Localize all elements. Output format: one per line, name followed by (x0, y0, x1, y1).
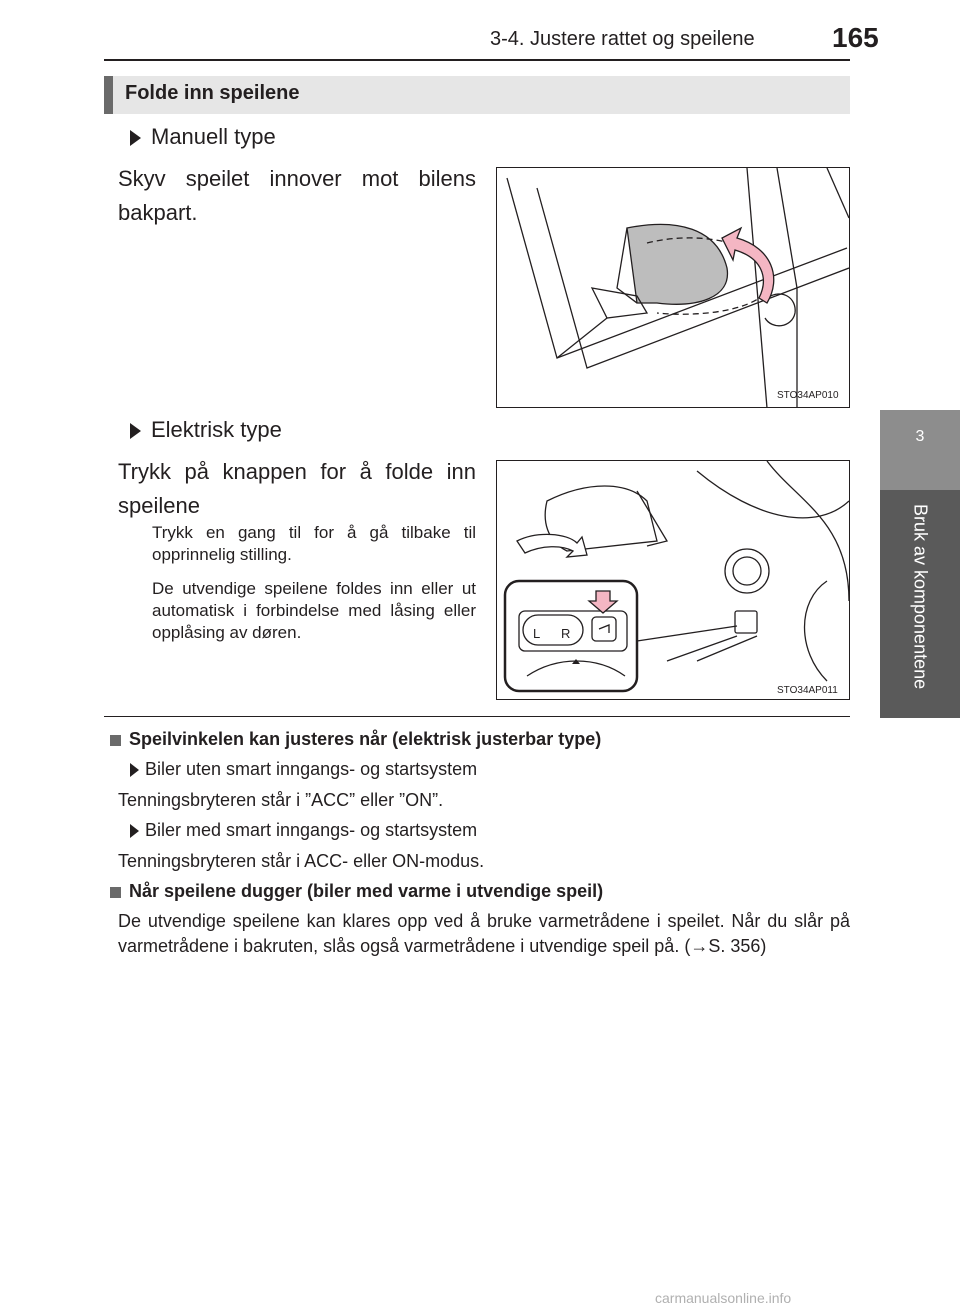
without-smart-item (130, 757, 477, 782)
angle-adjust-heading (110, 729, 850, 750)
triangle-bullet-icon (130, 130, 141, 146)
with-smart-label: Biler med smart inngangs- og startsystem (145, 820, 478, 840)
manual-type-subheading (130, 124, 276, 150)
figure-code-manual: STO34AP010 (777, 390, 839, 401)
folding-mirror-illustration (497, 168, 850, 408)
with-smart-item (130, 818, 477, 843)
chapter-number: 3 (915, 428, 925, 445)
mirror-switch-illustration (497, 461, 850, 700)
chapter-tab-number-block (880, 410, 960, 490)
header-rule (104, 59, 850, 61)
without-smart-label: Biler uten smart inngangs- og startsystem (145, 759, 478, 779)
switch-label-left: L (533, 626, 541, 641)
electric-mirror-figure (496, 460, 850, 700)
figure-code-electric: STO34AP011 (777, 685, 838, 696)
fog-text: De utvendige speilene kan klares opp ved å bruke varmetrådene i speilet. Når du slår på varmetrådene i bakruten, slås også varmetrådene i utvendige speil på. ( (118, 911, 850, 956)
triangle-bullet-icon (130, 423, 141, 439)
electric-instruction: Trykk på knappen for å folde inn speilene (118, 459, 476, 518)
page-number: 165 (832, 22, 879, 53)
triangle-bullet-icon (130, 763, 139, 777)
electric-type-label: Elektrisk type (151, 417, 282, 442)
chapter-title (880, 490, 960, 718)
page-reference-arrow-icon: → (690, 936, 709, 956)
footer-watermark-url: carmanualsonline.info (655, 1290, 792, 1306)
chapter-title-text: Bruk av komponentene (910, 504, 931, 690)
electric-type-subheading (130, 417, 282, 443)
fog-paragraph (118, 909, 850, 959)
section-divider (104, 716, 850, 717)
electric-note-2: De utvendige speilene foldes inn eller ut automatisk i forbindelse med låsing eller opplåsing av døren. (152, 579, 476, 642)
section-heading: Folde inn speilene (104, 76, 850, 114)
without-smart-text: Tenningsbryteren står i ”ACC” eller ”ON”. (118, 790, 444, 810)
manual-instruction: Skyv speilet innover mot bilens bakpart. (118, 166, 476, 225)
fog-heading (110, 881, 850, 902)
manual-type-label: Manuell type (151, 124, 276, 149)
electric-note-1: Trykk en gang til for å gå tilbake til opprinnelig stilling. (152, 523, 476, 564)
fog-heading-text: Når speilene dugger (biler med varme i utvendige speil) (129, 881, 604, 901)
triangle-bullet-icon (130, 824, 139, 838)
manual-mirror-figure (496, 167, 850, 408)
square-bullet-icon (110, 735, 121, 746)
with-smart-text: Tenningsbryteren står i ACC- eller ON-modus. (118, 851, 485, 871)
fog-page-reference: S. 356) (708, 936, 767, 956)
switch-label-right: R (561, 626, 571, 641)
angle-adjust-heading-text: Speilvinkelen kan justeres når (elektrisk justerbar type) (129, 729, 602, 749)
header-section-title: 3-4. Justere rattet og speilene (490, 28, 755, 50)
square-bullet-icon (110, 887, 121, 898)
